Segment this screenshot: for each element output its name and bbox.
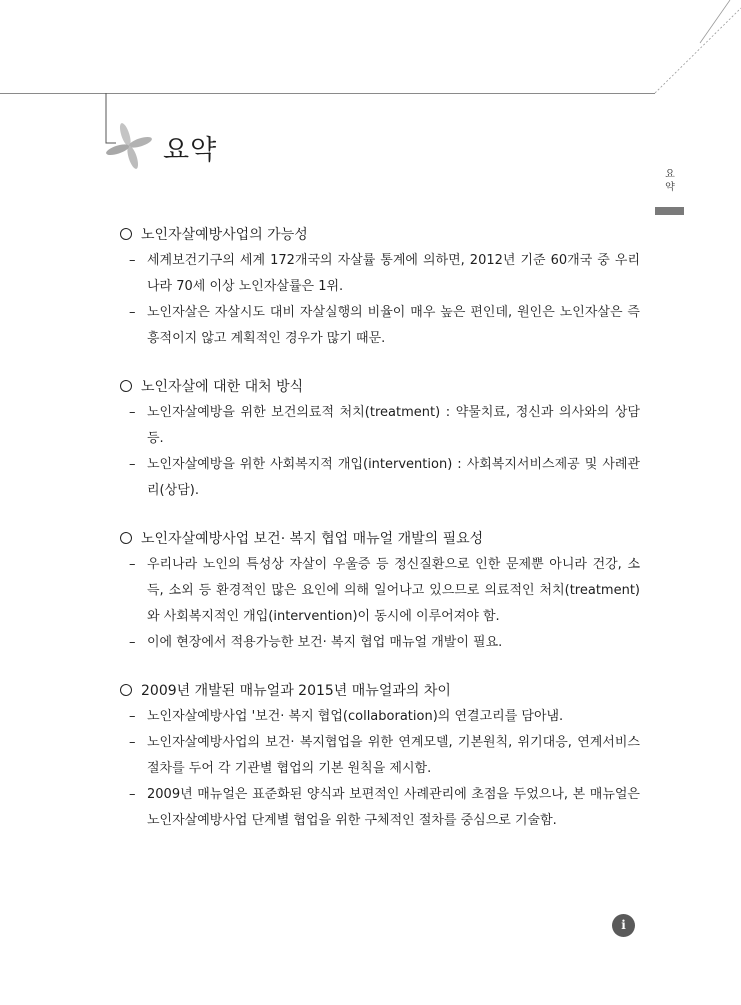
list-item-text: 노인자살예방을 위한 사회복지적 개입(intervention) : 사회복지서비스제공 및 사례관리(상담).: [147, 457, 640, 498]
list-item-text: 우리나라 노인의 특성상 자살이 우울증 등 정신질환으로 인한 문제뿐 아니라 건강, 소득, 소외 등 환경적인 많은 요인에 의해 일어나고 있으므로 의료적인 처치(treatment)와 사회복지적인 개입(intervention)이 동시에 이루어져야 함.: [147, 557, 640, 624]
section-heading: [120, 678, 640, 704]
list-item: [120, 704, 640, 730]
section-heading-text: 노인자살예방사업의 가능성: [141, 227, 308, 243]
section-heading: [120, 222, 640, 248]
circle-bullet-icon: [120, 228, 132, 240]
list-item-text: 이에 현장에서 적용가능한 보건· 복지 협업 매뉴얼 개발이 필요.: [147, 635, 503, 650]
summary-section: [120, 526, 640, 656]
dash-bullet-icon: –: [129, 305, 136, 320]
side-tab-bar: [655, 207, 684, 215]
dash-bullet-icon: –: [129, 709, 136, 724]
section-heading-text: 노인자살에 대한 대처 방식: [141, 379, 304, 395]
section-heading: [120, 526, 640, 552]
summary-content: [120, 222, 640, 856]
dash-bullet-icon: –: [129, 735, 136, 750]
corner-solid-line: [700, 0, 730, 43]
list-item: [120, 630, 640, 656]
title-bracket: [106, 93, 116, 143]
list-item-text: 노인자살예방사업의 보건· 복지협업을 위한 연계모델, 기본원칙, 위기대응, 연계서비스 절차를 두어 각 기관별 협업의 기본 원칙을 제시함.: [147, 735, 640, 776]
dash-bullet-icon: –: [129, 457, 136, 472]
list-item: [120, 782, 640, 834]
dash-bullet-icon: –: [129, 635, 136, 650]
list-item-text: 노인자살예방을 위한 보건의료적 처치(treatment) : 약물치료, 정신과 의사와의 상담 등.: [147, 405, 640, 446]
section-heading: [120, 374, 640, 400]
list-item: [120, 300, 640, 352]
corner-fold-line: [655, 8, 741, 93]
dash-bullet-icon: –: [129, 253, 136, 268]
list-item: [120, 400, 640, 452]
list-item: [120, 452, 640, 504]
dash-bullet-icon: –: [129, 405, 136, 420]
summary-section: [120, 678, 640, 834]
page-title: 요약: [163, 135, 218, 166]
side-tab-char: 약: [665, 182, 675, 193]
list-item: [120, 730, 640, 782]
circle-bullet-icon: [120, 380, 132, 392]
list-item-text: 노인자살은 자살시도 대비 자살실행의 비율이 매우 높은 편인데, 원인은 노인자살은 즉흥적이지 않고 계획적인 경우가 많기 때문.: [147, 305, 640, 346]
side-tab-char: 요: [665, 169, 675, 180]
section-heading-text: 노인자살예방사업 보건· 복지 협업 매뉴얼 개발의 필요성: [141, 531, 484, 547]
list-item-text: 세계보건기구의 세계 172개국의 자살률 통계에 의하면, 2012년 기준 60개국 중 우리나라 70세 이상 노인자살률은 1위.: [147, 253, 640, 294]
side-tab-label: [660, 168, 680, 194]
dash-bullet-icon: –: [129, 787, 136, 802]
summary-section: [120, 374, 640, 504]
list-item: [120, 248, 640, 300]
circle-bullet-icon: [120, 532, 132, 544]
list-item: [120, 552, 640, 630]
section-heading-text: 2009년 개발된 매뉴얼과 2015년 매뉴얼과의 차이: [141, 683, 451, 699]
page-number-badge: i: [612, 914, 635, 937]
list-item-text: 2009년 매뉴얼은 표준화된 양식과 보편적인 사례관리에 초점을 두었으나, 본 매뉴얼은 노인자살예방사업 단계별 협업을 위한 구체적인 절차를 중심으로 기술함.: [147, 787, 640, 828]
circle-bullet-icon: [120, 684, 132, 696]
leaf-flower-icon: [105, 122, 153, 170]
list-item-text: 노인자살예방사업 '보건· 복지 협업(collaboration)의 연결고리를 담아냄.: [147, 709, 564, 724]
summary-section: [120, 222, 640, 352]
dash-bullet-icon: –: [129, 557, 136, 572]
